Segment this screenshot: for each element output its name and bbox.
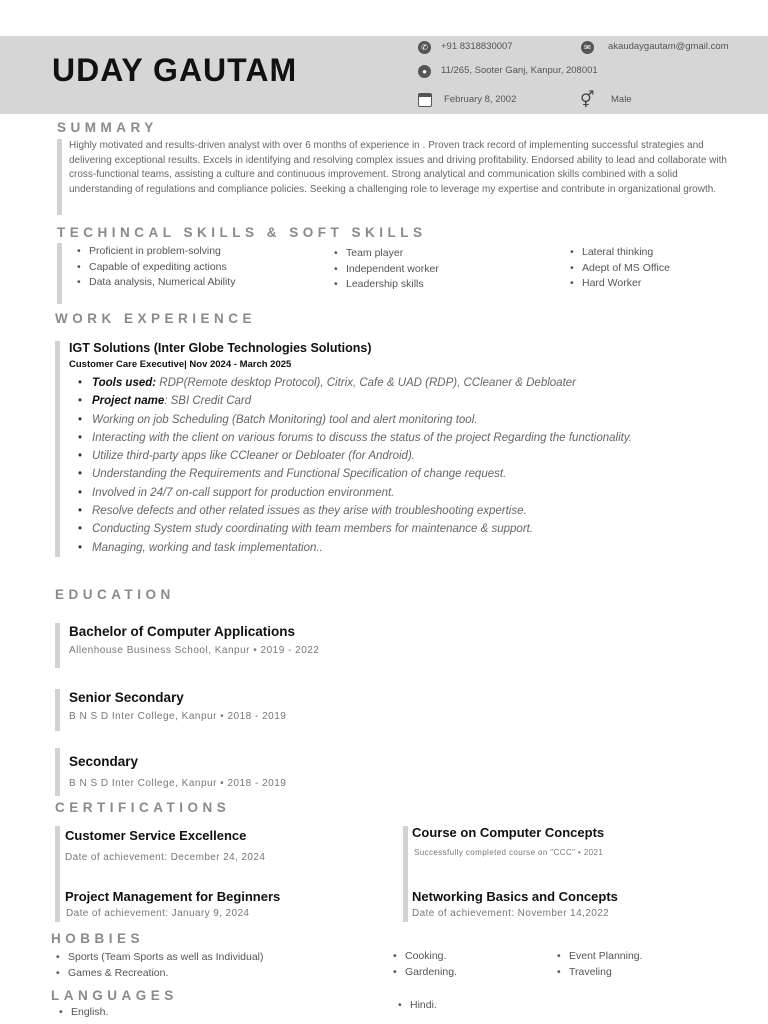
education-bar-2 [55, 689, 60, 731]
language-item: • English. [57, 1005, 108, 1021]
skill-item: • Independent worker [332, 262, 439, 278]
certification-name: Course on Computer Concepts [412, 825, 605, 840]
tools-label: Tools used: [92, 377, 157, 389]
certifications-bar-right [403, 826, 408, 922]
hobby-item: • Sports (Team Sports as well as Individual) [54, 950, 264, 966]
education-degree: Senior Secondary [69, 690, 184, 705]
location-icon: ● [418, 65, 431, 78]
certification-detail: Date of achievement: November 14,2022 [412, 908, 610, 919]
calendar-icon [418, 93, 432, 107]
hobbies-heading: HOBBIES [51, 931, 145, 946]
skill-item: • Lateral thinking [568, 245, 670, 261]
project-label: Project name [92, 395, 165, 408]
hobby-item: • Games & Recreation. [54, 966, 264, 982]
skills-bar [57, 243, 62, 304]
education-detail: B N S D Inter College, Kanpur • 2018 - 2019 [69, 711, 287, 722]
skill-item: • Proficient in problem-solving [75, 244, 235, 260]
language-item: • Hindi. [396, 998, 437, 1014]
skills-list-2 [332, 246, 439, 293]
project-value: : SBI Credit Card [164, 395, 252, 408]
languages-list-2 [396, 998, 437, 1014]
education-heading: EDUCATION [55, 587, 175, 602]
hobbies-list-1 [54, 950, 264, 981]
certification-name: Project Management for Beginners [65, 889, 281, 904]
work-heading: WORK EXPERIENCE [55, 311, 257, 326]
certifications-bar-left [55, 826, 60, 922]
address: 11/265, Sooter Ganj, Kanpur, 208001 [441, 65, 598, 76]
work-bullet: • Working on job Scheduling (Batch Monitoring) tool and alert monitoring tool. [69, 411, 632, 429]
work-bullet: • Conducting System study coordinating with team members for maintenance & support. [69, 520, 632, 538]
education-detail: B N S D Inter College, Kanpur • 2018 - 2019 [69, 778, 287, 789]
summary-text: Highly motivated and results-driven analyst with over 6 months of experience in . Proven track record of implementing successful strategies and delivering exceptional results. Excels in identifying and resolving complex issues and driving profitability. Endorsed ability to lead and collaborate with cross-functional teams, assisting a culture and continuous improvement. Strong analytical and communication skills combined with a solid understanding of regulations and compliance policies. Seeking a challenging role to leverage my expertise and contribute in organizational growth. [69, 140, 727, 195]
hobbies-list-3 [555, 949, 643, 980]
skill-item: • Adept of MS Office [568, 261, 670, 277]
tools-item [69, 374, 632, 392]
skill-item: • Capable of expediting actions [75, 260, 235, 276]
skills-list-1 [75, 244, 235, 291]
project-item [69, 392, 632, 410]
certification-detail: Date of achievement: December 24, 2024 [65, 852, 266, 863]
education-degree: Secondary [69, 754, 139, 769]
work-bullet: • Utilize third-party apps like CCleaner or Debloater (for Android). [69, 447, 632, 465]
skill-item: • Team player [332, 246, 439, 262]
work-bullet: • Resolve defects and other related issues as they arise with troubleshooting expertise. [69, 502, 632, 520]
hobby-item: • Gardening. [391, 965, 457, 981]
work-bullet: • Understanding the Requirements and Functional Specification of change request. [69, 465, 632, 483]
languages-list-1 [57, 1005, 108, 1021]
hobby-item: • Cooking. [391, 949, 457, 965]
skills-heading: TECHINCAL SKILLS & SOFT SKILLS [57, 225, 427, 240]
email-icon: ✉ [581, 41, 594, 54]
gender-icon: ⚥ [580, 90, 595, 109]
certification-detail: Successfully completed course on "CCC" • 2021 [414, 848, 604, 857]
phone-number: +91 8318830007 [441, 41, 513, 52]
work-bullets [69, 374, 632, 557]
education-detail: Allenhouse Business School, Kanpur • 2019 - 2022 [69, 645, 320, 656]
email-address: akaudaygautam@gmail.com [608, 41, 729, 52]
education-degree: Bachelor of Computer Applications [69, 624, 296, 639]
work-bar [55, 341, 60, 557]
tools-value: RDP(Remote desktop Protocol), Citrix, Cafe & UAD (RDP), CCleaner & Debloater [156, 377, 576, 389]
skill-item: • Hard Worker [568, 276, 670, 292]
job-role: Customer Care Executive| Nov 2024 - March 2025 [69, 359, 292, 370]
work-bullet: • Managing, working and task implementation.. [69, 539, 632, 557]
summary-heading: SUMMARY [57, 120, 158, 135]
certification-name: Customer Service Excellence [65, 828, 247, 843]
date-of-birth: February 8, 2002 [444, 94, 517, 105]
phone-icon: ✆ [418, 41, 431, 54]
certification-name: Networking Basics and Concepts [412, 889, 618, 904]
hobbies-list-2 [391, 949, 457, 980]
candidate-name: UDAY GAUTAM [52, 52, 298, 88]
skill-item: • Leadership skills [332, 277, 439, 293]
skill-item: • Data analysis, Numerical Ability [75, 275, 235, 291]
work-bullet: • Interacting with the client on various forums to discuss the status of the project Regarding the functionality. [69, 429, 632, 447]
education-bar-1 [55, 623, 60, 668]
summary-bar [57, 139, 62, 215]
company-name: IGT Solutions (Inter Globe Technologies Solutions) [69, 341, 372, 355]
certification-detail: Date of achievement: January 9, 2024 [66, 908, 250, 919]
skills-list-3 [568, 245, 670, 292]
gender: Male [611, 94, 632, 105]
certifications-heading: CERTIFICATIONS [55, 800, 231, 815]
hobby-item: • Traveling [555, 965, 643, 981]
languages-heading: LANGUAGES [51, 988, 178, 1003]
work-bullet: • Involved in 24/7 on-call support for production environment. [69, 484, 632, 502]
hobby-item: • Event Planning. [555, 949, 643, 965]
education-bar-3 [55, 748, 60, 796]
